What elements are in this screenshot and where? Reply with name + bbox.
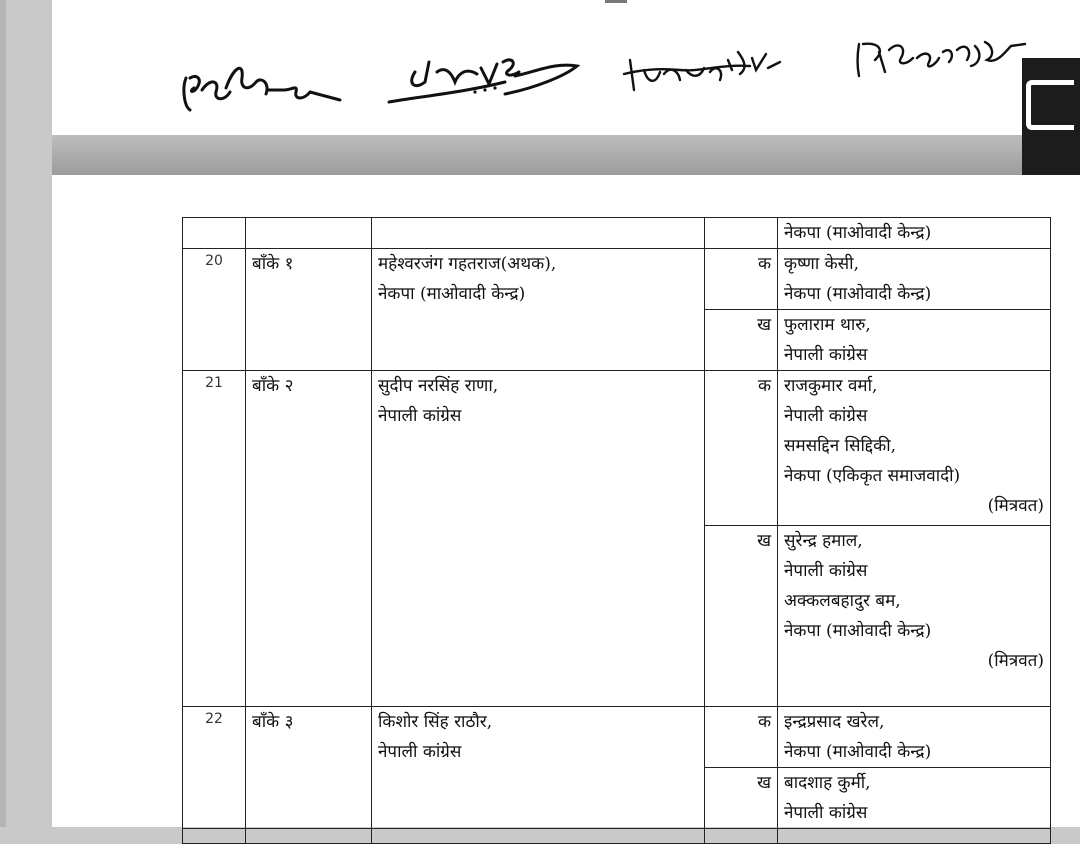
table-cell <box>705 218 778 249</box>
winner-line: नेपाली कांग्रेस <box>378 742 462 762</box>
candidate-line: नेपाली कांग्रेस <box>784 561 868 581</box>
candidate-line: नेपाली कांग्रेस <box>784 345 868 365</box>
district-constituency: बाँके १ <box>246 249 372 371</box>
table-cell <box>246 218 372 249</box>
table-row <box>183 218 1051 249</box>
winner-cell <box>372 249 705 371</box>
table-cell <box>705 829 778 844</box>
candidate-party: नेकपा (माओवादी केन्द्र) <box>784 223 932 243</box>
table-row <box>183 249 1051 310</box>
group-label: ख <box>705 526 778 707</box>
signature-4 <box>855 32 1030 84</box>
candidate-line: नेपाली कांग्रेस <box>784 406 868 426</box>
candidate-line: अक्कलबहादुर बम, <box>784 591 901 611</box>
signature-1 <box>180 48 345 120</box>
page-mark <box>605 0 627 3</box>
winner-line: महेश्वरजंग गहतराज(अथक), <box>378 254 557 274</box>
winner-line: किशोर सिंह राठौर, <box>378 712 493 732</box>
candidate-line: नेकपा (माओवादी केन्द्र) <box>784 742 932 762</box>
candidate-cell <box>778 526 1051 707</box>
candidate-line: समसद्दिन सिद्दिकी, <box>784 436 897 456</box>
candidate-line: इन्द्रप्रसाद खरेल, <box>784 712 885 732</box>
table-row <box>183 829 1051 844</box>
winner-line: सुदीप नरसिंह राणा, <box>378 376 499 396</box>
table-cell <box>183 829 246 844</box>
winner-cell <box>372 707 705 829</box>
winner-line: नेपाली कांग्रेस <box>378 406 462 426</box>
table-cell <box>246 829 372 844</box>
winner-cell <box>372 371 705 707</box>
candidates-table <box>182 217 1051 844</box>
serial-number: 22 <box>183 707 246 829</box>
page-margin <box>10 0 52 135</box>
candidate-line: नेकपा (माओवादी केन्द्र) <box>784 284 932 304</box>
candidate-cell <box>778 768 1051 829</box>
winner-line: नेकपा (माओवादी केन्द्र) <box>378 284 526 304</box>
candidate-cell <box>778 249 1051 310</box>
group-label: ख <box>705 768 778 829</box>
candidate-line: राजकुमार वर्मा, <box>784 376 878 396</box>
candidate-cell <box>778 218 1051 249</box>
group-label: ख <box>705 310 778 371</box>
candidate-cell <box>778 310 1051 371</box>
signature-3 <box>620 40 790 100</box>
serial-number: 21 <box>183 371 246 707</box>
page-separator <box>52 135 1080 175</box>
alliance-note: (मित्रवत) <box>987 496 1044 516</box>
candidate-line: फुलाराम थारु, <box>784 315 871 335</box>
candidate-cell <box>778 371 1051 526</box>
group-label: क <box>705 371 778 526</box>
candidate-line: नेपाली कांग्रेस <box>784 803 868 823</box>
window-edge <box>0 0 6 827</box>
candidate-line: बादशाह कुर्मी, <box>784 773 871 793</box>
district-constituency: बाँके २ <box>246 371 372 707</box>
serial-number: 20 <box>183 249 246 371</box>
group-label: क <box>705 707 778 768</box>
table-cell <box>183 218 246 249</box>
group-label: क <box>705 249 778 310</box>
alliance-note: (मित्रवत) <box>987 651 1044 671</box>
panel-toggle-icon[interactable] <box>1026 80 1074 130</box>
candidate-line: कृष्णा केसी, <box>784 254 859 274</box>
table-row <box>183 707 1051 768</box>
candidate-line: नेकपा (माओवादी केन्द्र) <box>784 621 932 641</box>
signature-2 <box>385 42 585 112</box>
table-cell <box>372 829 705 844</box>
table-cell <box>372 218 705 249</box>
district-constituency: बाँके ३ <box>246 707 372 829</box>
table-cell <box>778 829 1051 844</box>
candidate-line: नेकपा (एकिकृत समाजवादी) <box>784 466 961 486</box>
side-panel <box>1022 58 1080 175</box>
table-row <box>183 371 1051 526</box>
candidate-line: सुरेन्द्र हमाल, <box>784 531 863 551</box>
candidate-cell <box>778 707 1051 768</box>
